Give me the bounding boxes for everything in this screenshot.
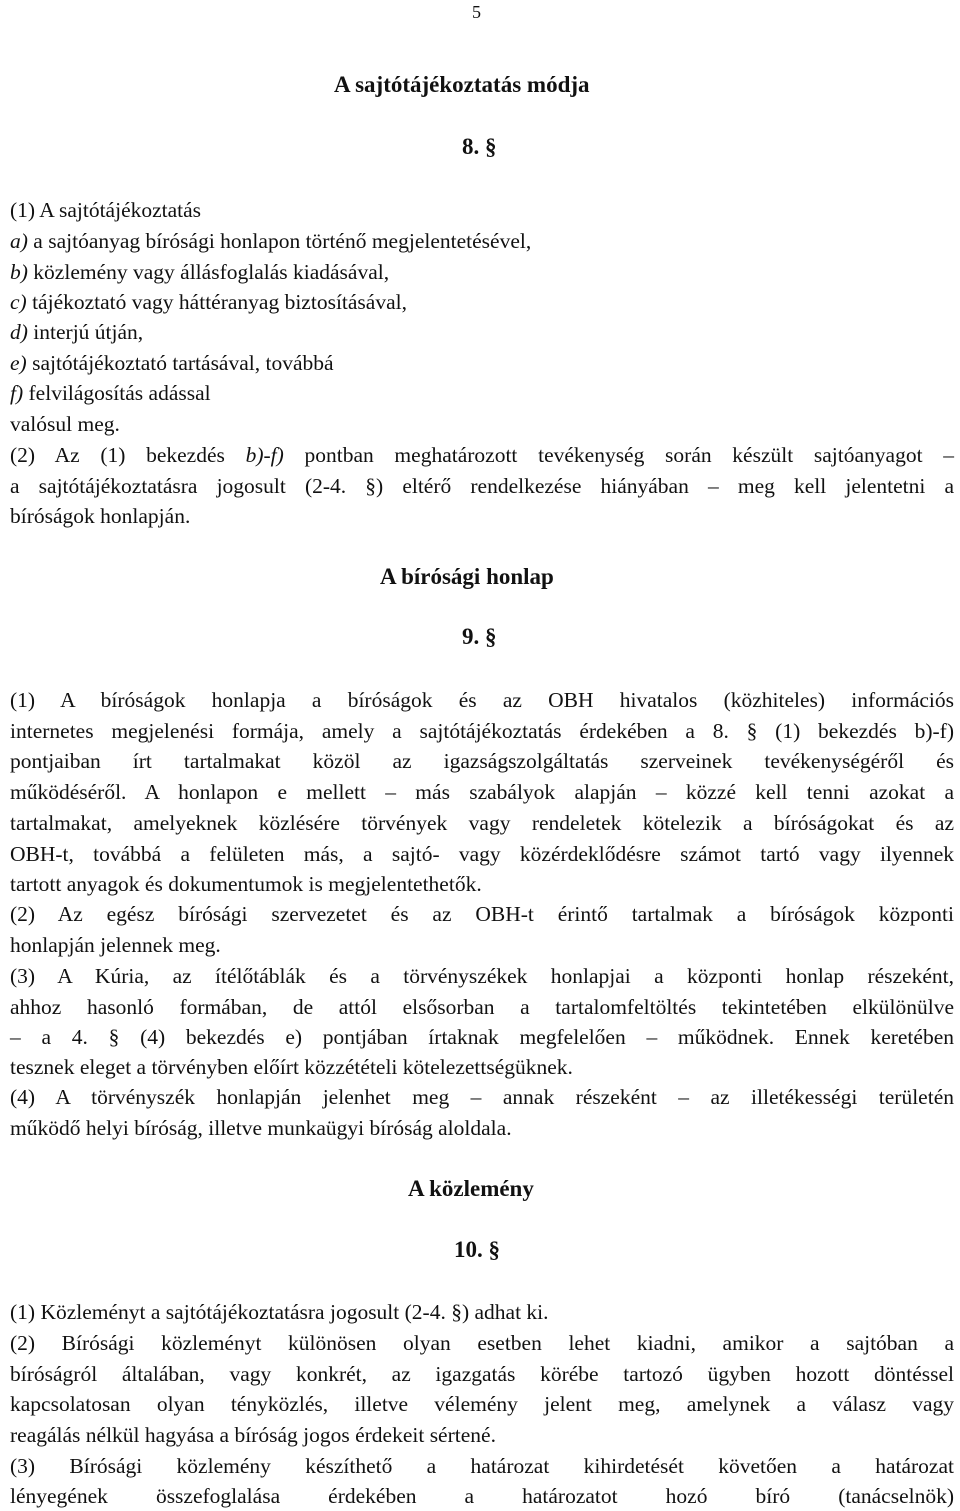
item-letter: a) [10, 229, 28, 253]
item-letter: b) [10, 260, 28, 284]
item-letter: e) [10, 351, 27, 375]
sec10-para-2-line-2: bíróságról általában, vagy konkrét, az igazgatás körébe tartozó ügyben hozott döntéssel [10, 1362, 954, 1386]
sec10-para-1: (1) Közleményt a sajtótájékoztatásra jogosult (2-4. §) adhat ki. [10, 1300, 549, 1324]
sec8-para-2-line-2: a sajtótájékoztatásra jogosult (2-4. §) eltérő rendelkezése hiányában – meg kell jelentetni a [10, 474, 954, 498]
sec9-para-1-line-5: tartalmakat, amelyeknek közlésére törvények vagy rendeletek kötelezik a bíróságokat és az [10, 811, 954, 835]
sec10-para-2-line-3: kapcsolatosan olyan tényközlés, illetve vélemény jelent meg, amelynek a válasz vagy [10, 1392, 954, 1416]
sec9-para-3-line-4: tesznek eleget a törvényben előírt közzétételi kötelezettségüknek. [10, 1055, 573, 1079]
item-text: sajtótájékoztató tartásával, továbbá [26, 351, 334, 375]
sec8-item-c [10, 287, 407, 317]
sec9-para-1-line-2: internetes megjelenési formája, amely a sajtótájékoztatás érdekében a 8. § (1) bekezdés b)-f) [10, 719, 954, 743]
sec9-para-3-line-2: ahhoz hasonló formában, de attól elsősorban a tartalomfeltöltés tekintetében elkülönülve [10, 995, 954, 1019]
sec8-item-b [10, 257, 389, 287]
sec10-para-2-line-4: reagálás nélkül hagyása a bíróság jogos érdekeit sértené. [10, 1423, 496, 1447]
item-letter: f) [10, 381, 24, 405]
heading-sajtotajekoztatas-modja: A sajtótájékoztatás módja [334, 72, 590, 97]
sec9-para-4-line-1: (4) A törvényszék honlapján jelenhet meg – annak részeként – az illetékességi területén [10, 1085, 954, 1109]
sec9-para-2-line-1: (2) Az egész bírósági szervezetet és az OBH-t érintő tartalmak a bíróságok központi [10, 902, 954, 926]
sec8-item-f [10, 378, 211, 408]
sec9-para-3-line-3: – a 4. § (4) bekezdés e) pontjában írtaknak megfelelően – működnek. Ennek keretében [10, 1025, 954, 1049]
text-run: (2) Az (1) bekezdés [10, 443, 246, 467]
item-text: felvilágosítás adással [23, 381, 211, 405]
sec8-para-2-line-3: bíróságok honlapján. [10, 504, 191, 528]
item-letter: c) [10, 290, 27, 314]
sec9-para-4-line-2: működő helyi bíróság, illetve munkaügyi bíróság aloldala. [10, 1116, 512, 1140]
sec8-item-e [10, 348, 334, 378]
sec10-para-3-line-2: lényegének összefoglalása érdekében a határozatot hozó bíró (tanácselnök) [10, 1484, 954, 1508]
sec9-para-1-line-3: pontjaiban írt tartalmakat közöl az igazságszolgáltatás szerveinek tevékenységéről és [10, 749, 954, 773]
sec8-item-d [10, 317, 143, 347]
sec8-para-2-line-1 [10, 440, 954, 470]
sec8-item-a [10, 226, 531, 256]
sec9-para-1-line-6: OBH-t, továbbá a felületen más, a sajtó- vagy közérdeklődésre számot tartó vagy ilyennek [10, 842, 954, 866]
sec9-para-1-line-4: működéséről. A honlapon e mellett – más szabályok alapján – közzé kell tenni azokat a [10, 780, 954, 804]
sec9-para-3-line-1: (3) A Kúria, az ítélőtáblák és a törvényszékek honlapjai a központi honlap részeként, [10, 964, 954, 988]
text-run: pontban meghatározott tevékenység során készült sajtóanyagot – [283, 443, 954, 467]
text-run-italic: b)-f) [245, 443, 284, 467]
section-10-number: 10. § [454, 1237, 500, 1262]
item-letter: d) [10, 320, 28, 344]
sec10-para-3-line-1: (3) Bírósági közlemény készíthető a határozat kihirdetését követően a határozat [10, 1454, 954, 1478]
heading-kozlemeny: A közlemény [408, 1176, 534, 1201]
item-text: tájékoztató vagy háttéranyag biztosításával, [26, 290, 407, 314]
sec9-para-1-line-7: tartott anyagok és dokumentumok is megjelentethetők. [10, 872, 482, 896]
page-number: 5 [472, 2, 481, 22]
section-9-number: 9. § [462, 624, 497, 649]
sec8-line-1: (1) A sajtótájékoztatás [10, 198, 202, 222]
sec9-para-1-line-1: (1) A bíróságok honlapja a bíróságok és az OBH hivatalos (közhiteles) információs [10, 688, 954, 712]
section-8-number: 8. § [462, 134, 497, 159]
sec9-para-2-line-2: honlapján jelennek meg. [10, 933, 221, 957]
item-text: interjú útján, [27, 320, 144, 344]
sec8-line-8: valósul meg. [10, 412, 120, 436]
item-text: a sajtóanyag bírósági honlapon történő megjelentetésével, [27, 229, 532, 253]
item-text: közlemény vagy állásfoglalás kiadásával, [27, 260, 390, 284]
sec10-para-2-line-1: (2) Bírósági közleményt különösen olyan esetben lehet kiadni, amikor a sajtóban a [10, 1331, 954, 1355]
heading-birosagi-honlap: A bírósági honlap [380, 564, 554, 589]
